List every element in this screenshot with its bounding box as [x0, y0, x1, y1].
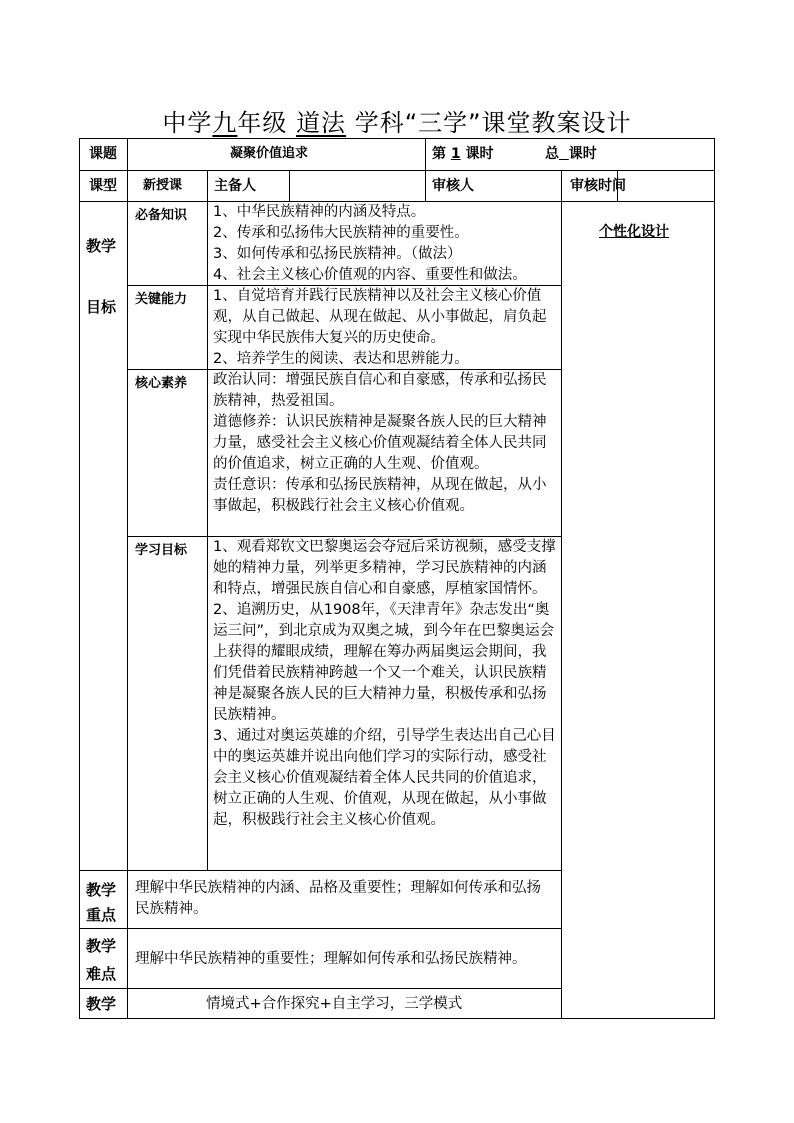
goals-label: 教学 — [86, 237, 117, 255]
table-rule — [80, 988, 561, 989]
key-points-text: 理解中华民族精神的内涵、品格及重要性；理解如何传承和弘扬民族精神。 — [135, 880, 541, 917]
review-time-label: 审核时间 — [570, 178, 626, 194]
title-text: 学科“三学”课堂教案设计 — [346, 109, 632, 137]
section-label-ability: 关键能力 — [135, 292, 188, 307]
method-text: 情境式+合作探究+自主学习，三学模式 — [206, 996, 463, 1012]
learning-goal-line: 2、追溯历史，从1908年，《天津青年》杂志发出“奥运三问”，到北京成为双奥之城，到今年在巴黎奥运会上获得的耀眼成绩，理解在筹办两届奥运会期间，我们凭借着民族精神跨越一个又一个难关，认识民族精神是凝聚各族人民的巨大精神力量，积极传承和弘扬民族精神。 — [213, 602, 555, 723]
table-rule — [289, 170, 290, 201]
section-label-learning-goals: 学习目标 — [135, 543, 188, 558]
ability-line: 1、自觉培育并践行民族精神以及社会主义核心价值观，从自己做起、从现在做起、从小事做起，肩负起实现中华民族伟大复兴的历史使命。 — [213, 288, 547, 346]
type-value: 新授课 — [143, 178, 183, 193]
knowledge-content — [213, 202, 558, 286]
title-text: 年级 — [237, 109, 297, 137]
learning-goals-content — [213, 537, 558, 831]
title-subject: 道法 — [296, 109, 347, 137]
total-suffix: 课时 — [568, 146, 597, 162]
ability-line: 2、培养学生的阅读、表达和思辨能力。 — [213, 351, 469, 367]
difficulties-label: 难点 — [86, 965, 117, 983]
period-info — [432, 143, 494, 165]
period-prefix: 第 — [432, 146, 446, 162]
knowledge-line: 2、传承和弘扬伟大民族精神的重要性。 — [213, 225, 469, 241]
section-label-knowledge: 必备知识 — [135, 208, 188, 223]
topic-label: 课题 — [89, 146, 117, 162]
knowledge-line: 3、如何传承和弘扬民族精神。（做法） — [213, 246, 462, 262]
table-rule — [80, 170, 714, 171]
difficulties-text: 理解中华民族精神的重要性；理解如何传承和弘扬民族精神。 — [135, 951, 527, 967]
ability-content — [213, 286, 558, 370]
period-number: 1 — [450, 146, 461, 162]
section-label-literacy: 核心素养 — [135, 376, 188, 391]
learning-goal-line: 1、观看郑钦文巴黎奥运会夺冠后采访视频，感受支撑她的精神力量，列举更多精神，学习民族精神的内涵和特点，增强民族自信心和自豪感，厚植家国情怀。 — [213, 539, 556, 597]
method-label: 教学 — [86, 995, 117, 1013]
table-rule — [425, 170, 426, 201]
total-period-info — [545, 143, 597, 165]
literacy-line: 责任意识：传承和弘扬民族精神，从现在做起，从小事做起，积极践行社会主义核心价值观。 — [213, 477, 547, 514]
lead-teacher-label: 主备人 — [214, 178, 256, 194]
literacy-content — [213, 370, 558, 517]
total-blank — [559, 146, 569, 162]
page-title — [0, 103, 794, 138]
reviewer-label: 审核人 — [432, 178, 474, 194]
learning-goal-line: 3、通过对奥运英雄的介绍，引导学生表达出自己心目中的奥运英雄并说出向他们学习的实际行动，感受社会主义核心价值观凝结着全体人民共同的价值追求，树立正确的人生观、价值观，从现在做起，从小事做起，积极践行社会主义核心价值观。 — [213, 728, 556, 828]
table-rule — [207, 201, 208, 870]
title-grade: 九 — [212, 109, 238, 137]
type-label: 课型 — [89, 178, 117, 194]
total-prefix: 总 — [545, 146, 559, 162]
difficulties-label: 教学 — [86, 937, 117, 955]
table-rule — [127, 139, 128, 1018]
table-rule — [561, 170, 562, 1018]
table-rule — [425, 139, 426, 170]
period-suffix: 课时 — [465, 146, 494, 162]
title-text: 中学 — [162, 109, 213, 137]
knowledge-line: 1、中华民族精神的内涵及特点。 — [213, 204, 426, 220]
key-points-label: 教学 — [86, 881, 117, 899]
personalized-design-label: 个性化设计 — [599, 224, 669, 240]
goals-label: 目标 — [86, 298, 117, 316]
literacy-line: 道德修养：认识民族精神是凝聚各族人民的巨大精神力量，感受社会主义核心价值观凝结着全体人民共同的价值追求，树立正确的人生观、价值观。 — [213, 414, 547, 472]
table-rule — [207, 170, 208, 201]
key-points-label: 重点 — [86, 906, 117, 924]
knowledge-line: 4、社会主义核心价值观的内容、重要性和做法。 — [213, 267, 527, 283]
lesson-plan-table — [79, 138, 715, 1019]
table-rule — [80, 870, 561, 871]
table-rule — [80, 928, 561, 929]
literacy-line: 政治认同：增强民族自信心和自豪感，传承和弘扬民族精神，热爱祖国。 — [213, 372, 547, 409]
topic-value: 凝聚价值追求 — [230, 146, 309, 161]
